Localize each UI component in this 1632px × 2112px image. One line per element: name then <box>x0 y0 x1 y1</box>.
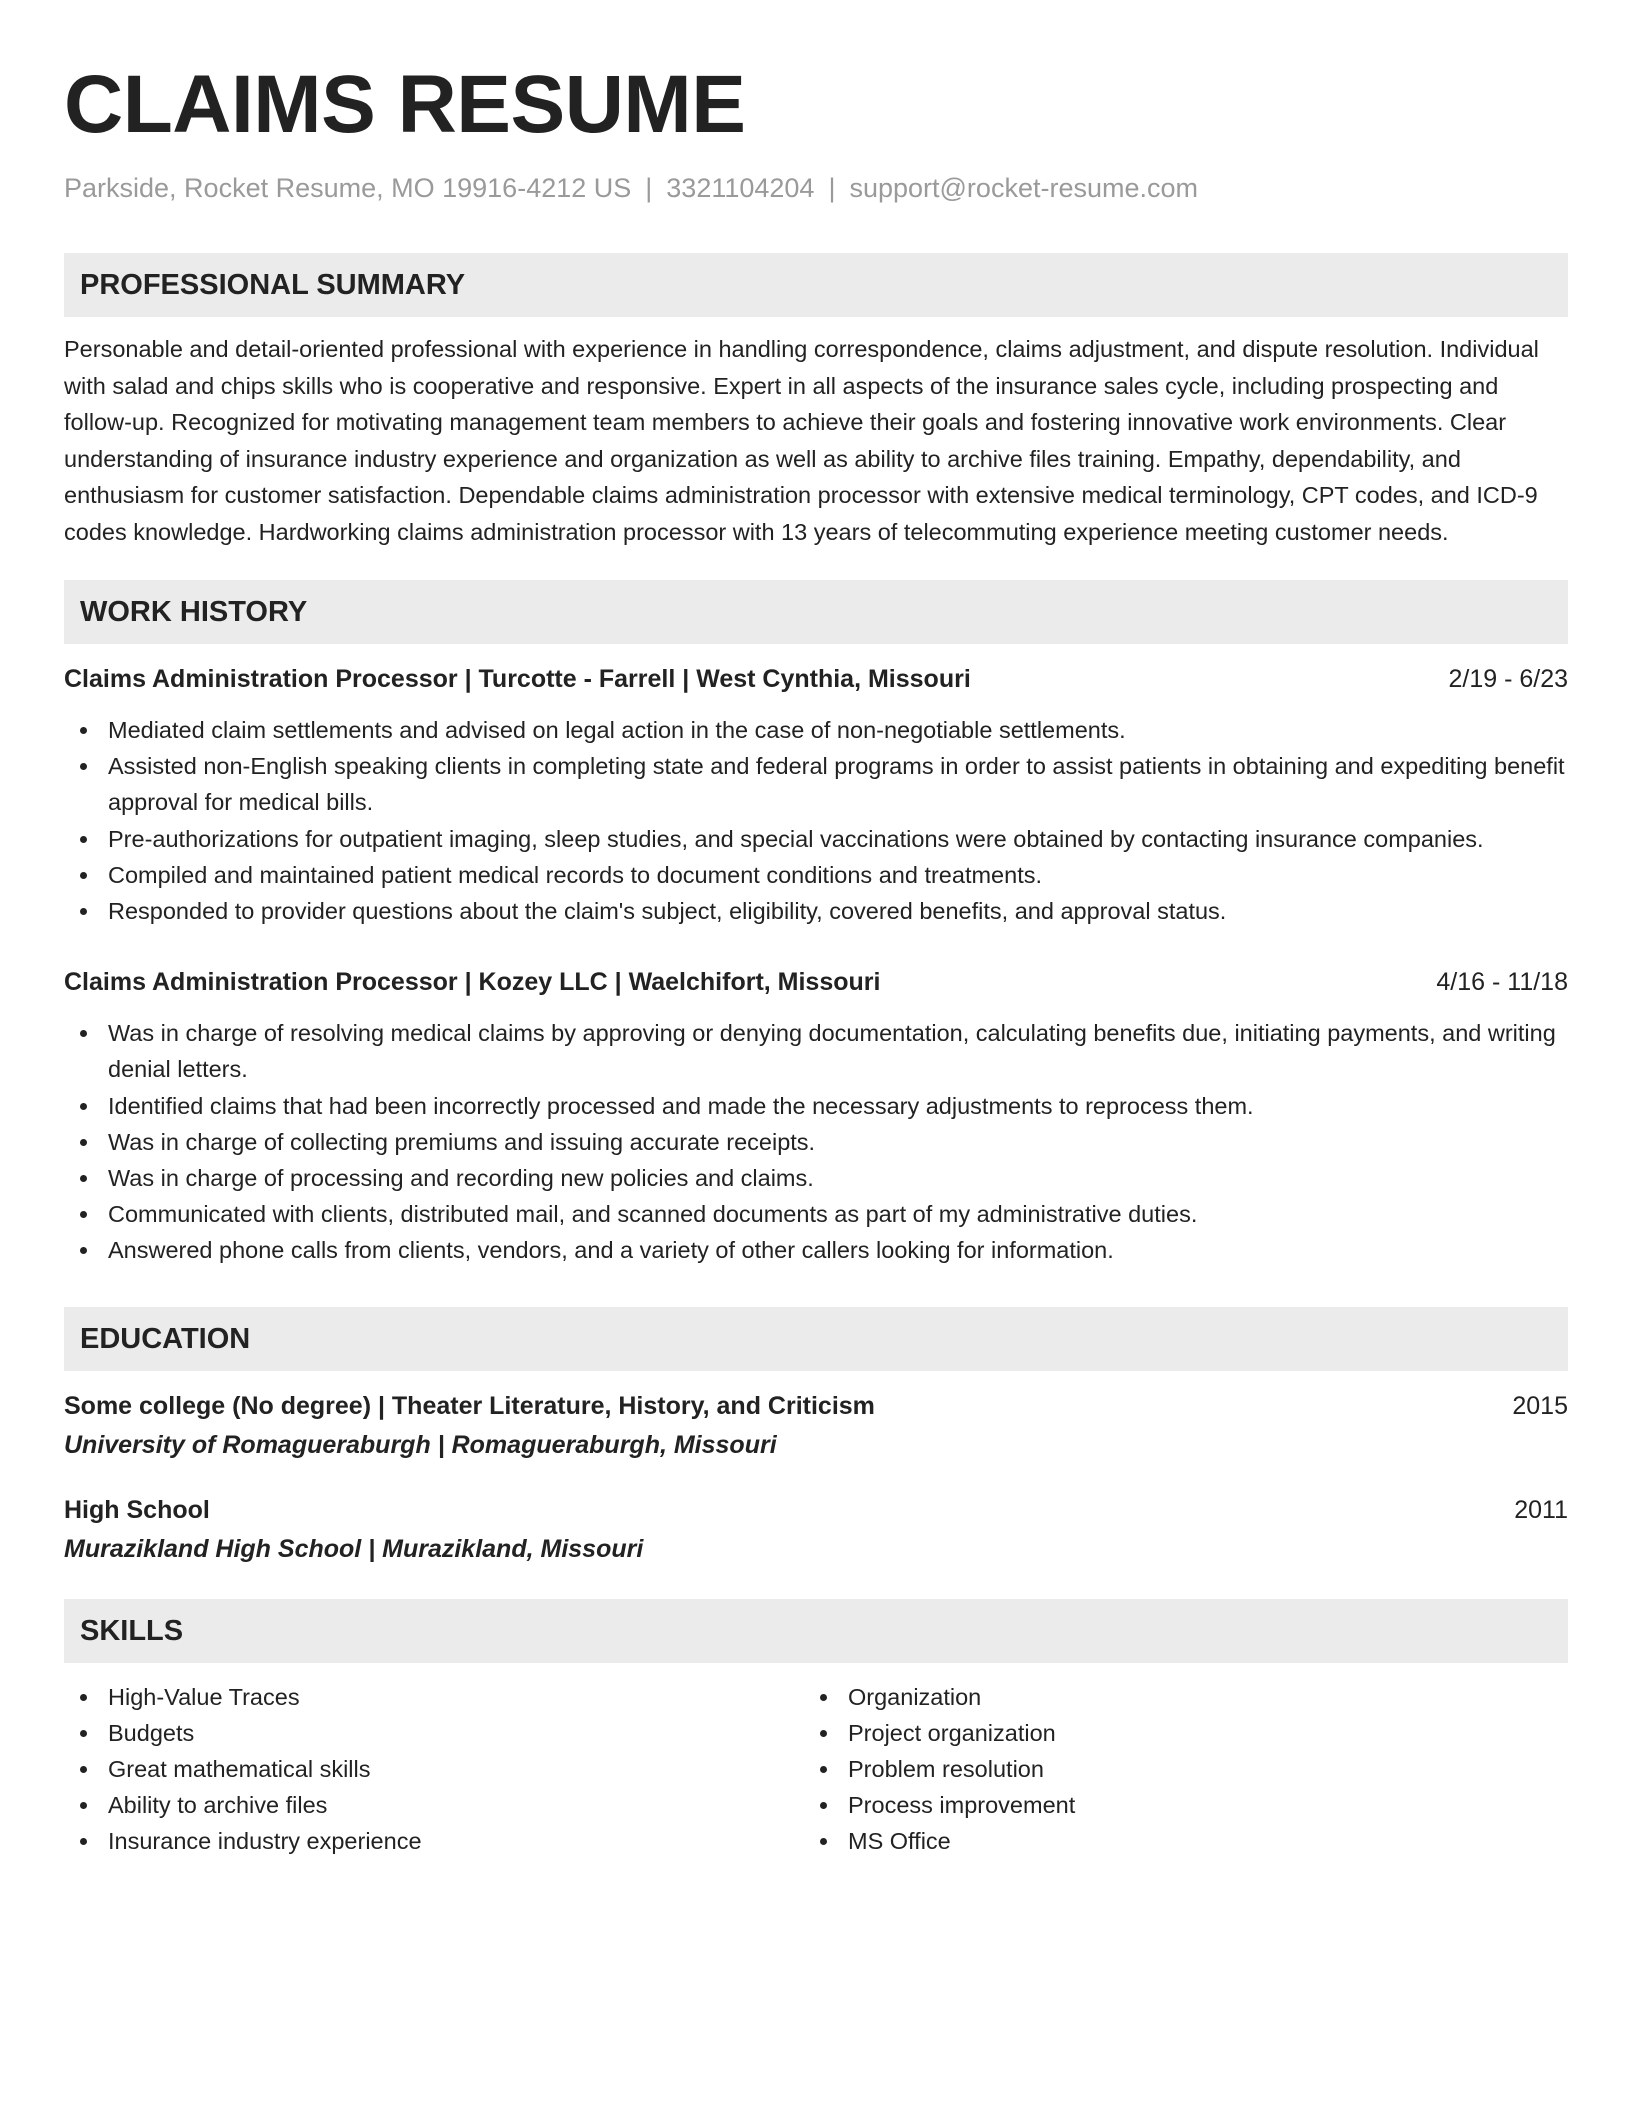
education-entry <box>64 1493 1568 1567</box>
contact-separator: | <box>645 173 653 203</box>
section-heading-summary: PROFESSIONAL SUMMARY <box>64 253 1568 317</box>
skill-item: Insurance industry experience <box>64 1823 804 1859</box>
section-heading-skills: SKILLS <box>64 1599 1568 1663</box>
education-header <box>64 1493 1568 1527</box>
contact-phone: 3321104204 <box>666 173 815 203</box>
skill-item: Budgets <box>64 1715 804 1751</box>
resume-title: CLAIMS RESUME <box>64 59 746 150</box>
education-degree: Some college (No degree) | Theater Literature, History, and Criticism <box>64 1391 875 1420</box>
job-title: Claims Administration Processor | Kozey LLC | Waelchifort, Missouri <box>64 968 881 997</box>
skill-item: MS Office <box>804 1823 1544 1859</box>
skill-item: Ability to archive files <box>64 1787 804 1823</box>
education-entry <box>64 1389 1568 1463</box>
summary-text: Personable and detail-oriented professional with experience in handling correspondence, claims adjustment, and dispute resolution. Individual with salad and chips skills who is cooperative and responsive. Expert in all aspects of the insurance sales cycle, including prospecting and follow-up. Recognized for motivating management team members to achieve their goals and fostering innovative work environments. Clear understanding of insurance industry experience and organization as well as ability to archive files training. Empathy, dependability, and enthusiasm for customer satisfaction. Dependable claims administration processor with extensive medical terminology, CPT codes, and ICD-9 codes knowledge. Hardworking claims administration processor with 13 years of telecommuting experience meeting customer needs. <box>64 336 1539 545</box>
job-bullet: Answered phone calls from clients, vendors, and a variety of other callers looking for information. <box>64 1232 1568 1268</box>
skills-grid <box>64 1679 1568 1860</box>
job-bullet: Identified claims that had been incorrectly processed and made the necessary adjustments to reprocess them. <box>64 1088 1568 1124</box>
contact-email: support@rocket-resume.com <box>849 173 1198 203</box>
skill-item: Great mathematical skills <box>64 1751 804 1787</box>
job-bullet: Was in charge of collecting premiums and issuing accurate receipts. <box>64 1124 1568 1160</box>
job-entry <box>64 662 1568 929</box>
job-bullets <box>64 1015 1568 1268</box>
education-header <box>64 1389 1568 1423</box>
job-bullet: Mediated claim settlements and advised on legal action in the case of non-negotiable settlements. <box>64 712 1568 748</box>
job-bullets <box>64 712 1568 929</box>
job-dates: 2/19 - 6/23 <box>1448 665 1568 693</box>
section-heading-work-history: WORK HISTORY <box>64 580 1568 644</box>
contact-separator: | <box>828 173 836 203</box>
resume-page <box>64 58 1568 1860</box>
contact-address: Parkside, Rocket Resume, MO 19916-4212 US <box>64 173 632 203</box>
job-header <box>64 662 1568 696</box>
education-school: University of Romagueraburgh | Romagueraburgh, Missouri <box>64 1430 777 1459</box>
job-header <box>64 965 1568 999</box>
skill-item: Organization <box>804 1679 1544 1715</box>
skill-item: Process improvement <box>804 1787 1544 1823</box>
job-bullet: Responded to provider questions about the claim's subject, eligibility, covered benefits, and approval status. <box>64 893 1568 929</box>
job-bullet: Pre-authorizations for outpatient imaging, sleep studies, and special vaccinations were obtained by contacting insurance companies. <box>64 821 1568 857</box>
job-bullet: Compiled and maintained patient medical records to document conditions and treatments. <box>64 857 1568 893</box>
education-degree: High School <box>64 1495 210 1524</box>
skill-item: High-Value Traces <box>64 1679 804 1715</box>
skills-column-left <box>64 1679 804 1860</box>
job-bullet: Assisted non-English speaking clients in completing state and federal programs in order to assist patients in obtaining and expediting benefit approval for medical bills. <box>64 748 1568 820</box>
job-bullet: Was in charge of resolving medical claims by approving or denying documentation, calculating benefits due, initiating payments, and writing denial letters. <box>64 1015 1568 1087</box>
skill-item: Project organization <box>804 1715 1544 1751</box>
job-entry <box>64 965 1568 1268</box>
section-heading-education: EDUCATION <box>64 1307 1568 1371</box>
job-bullet: Was in charge of processing and recording new policies and claims. <box>64 1160 1568 1196</box>
contact-line <box>64 170 1568 206</box>
job-bullet: Communicated with clients, distributed mail, and scanned documents as part of my administrative duties. <box>64 1196 1568 1232</box>
education-year: 2015 <box>1512 1391 1568 1420</box>
job-title: Claims Administration Processor | Turcotte - Farrell | West Cynthia, Missouri <box>64 665 971 693</box>
education-year: 2011 <box>1514 1495 1568 1524</box>
job-dates: 4/16 - 11/18 <box>1436 968 1568 997</box>
education-school: Murazikland High School | Murazikland, Missouri <box>64 1534 644 1563</box>
skill-item: Problem resolution <box>804 1751 1544 1787</box>
skills-column-right <box>804 1679 1544 1860</box>
